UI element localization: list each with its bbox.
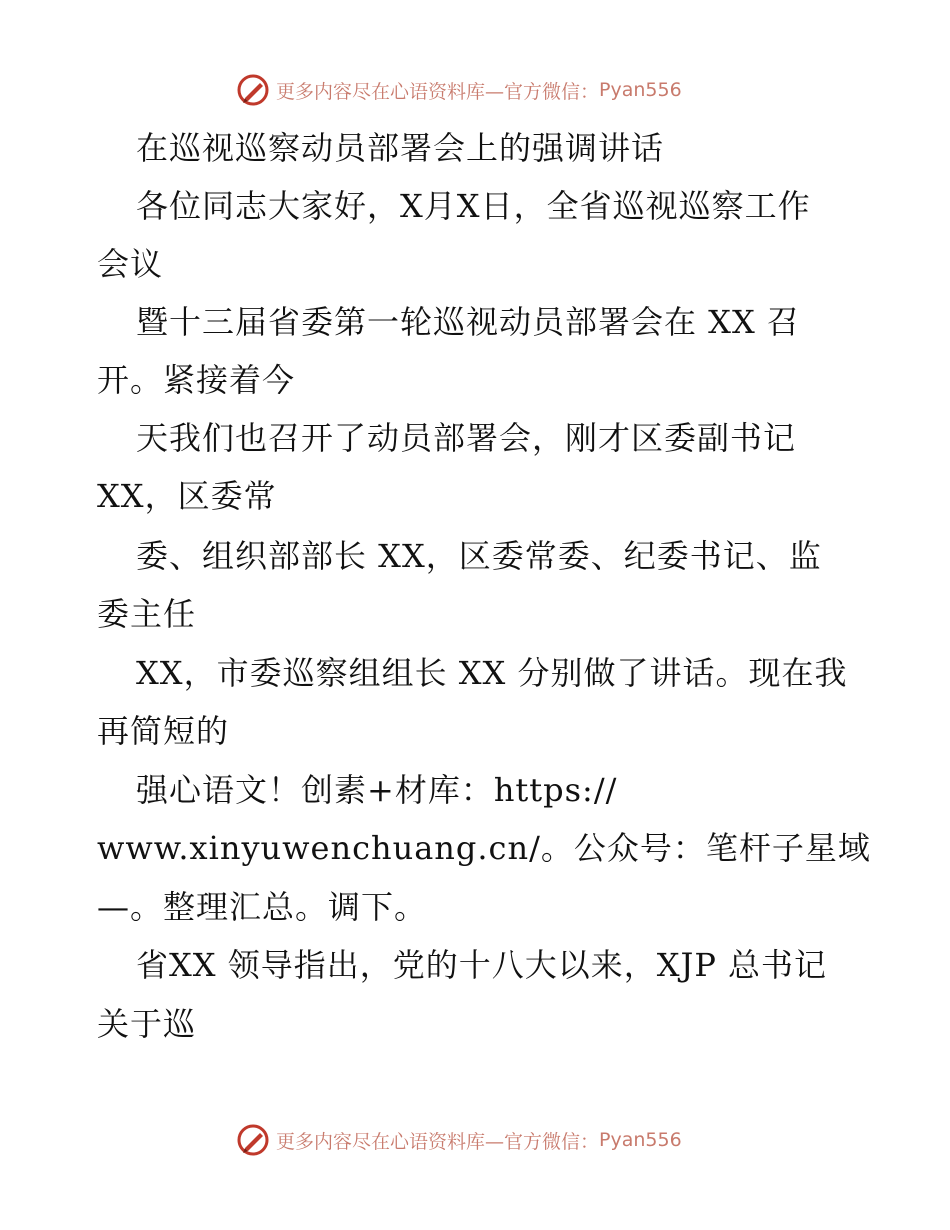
pen-logo-icon [236, 1123, 270, 1157]
paragraph-line: 委、组织部部长 XX，区委常委、纪委书记、监 [136, 537, 822, 575]
footer-banner-text: 更多内容尽在心语资料库—官方微信： [276, 1130, 600, 1153]
paragraph-line: —。整理汇总。调下。 [97, 888, 428, 926]
paragraph-line: 各位同志大家好，X月X日，全省巡视巡察工作 [136, 187, 811, 225]
paragraph-line: 委主任 [97, 595, 197, 633]
paragraph-line: 天我们也召开了动员部署会，刚才区委副书记 [136, 419, 797, 457]
pen-logo-icon [236, 73, 270, 107]
header-wechat-id: Pyan556 [599, 79, 682, 101]
header-banner [236, 70, 682, 110]
footer-banner [236, 1120, 682, 1160]
paragraph-line: 关于巡 [97, 1005, 197, 1043]
paragraph-line: 开。紧接着今 [97, 361, 296, 399]
paragraph-line: XX，市委巡察组组长 XX 分别做了讲话。现在我 [136, 654, 848, 692]
paragraph-line: 会议 [97, 245, 164, 283]
paragraph-line: 省XX 领导指出，党的十八大以来，XJP 总书记 [136, 946, 828, 984]
paragraph-line: 暨十三届省委第一轮巡视动员部署会在 XX 召 [136, 303, 800, 341]
paragraph-line: XX，区委常 [97, 477, 277, 515]
document-title: 在巡视巡察动员部署会上的强调讲话 [136, 129, 665, 167]
footer-wechat-id: Pyan556 [599, 1129, 682, 1151]
paragraph-line: 强心语文！创素+材库：https:// [136, 771, 618, 809]
header-banner-text: 更多内容尽在心语资料库—官方微信： [276, 80, 600, 103]
paragraph-line: www.xinyuwenchuang.cn/。公众号：笔杆子星域 [97, 829, 871, 867]
paragraph-line: 再简短的 [97, 712, 230, 750]
